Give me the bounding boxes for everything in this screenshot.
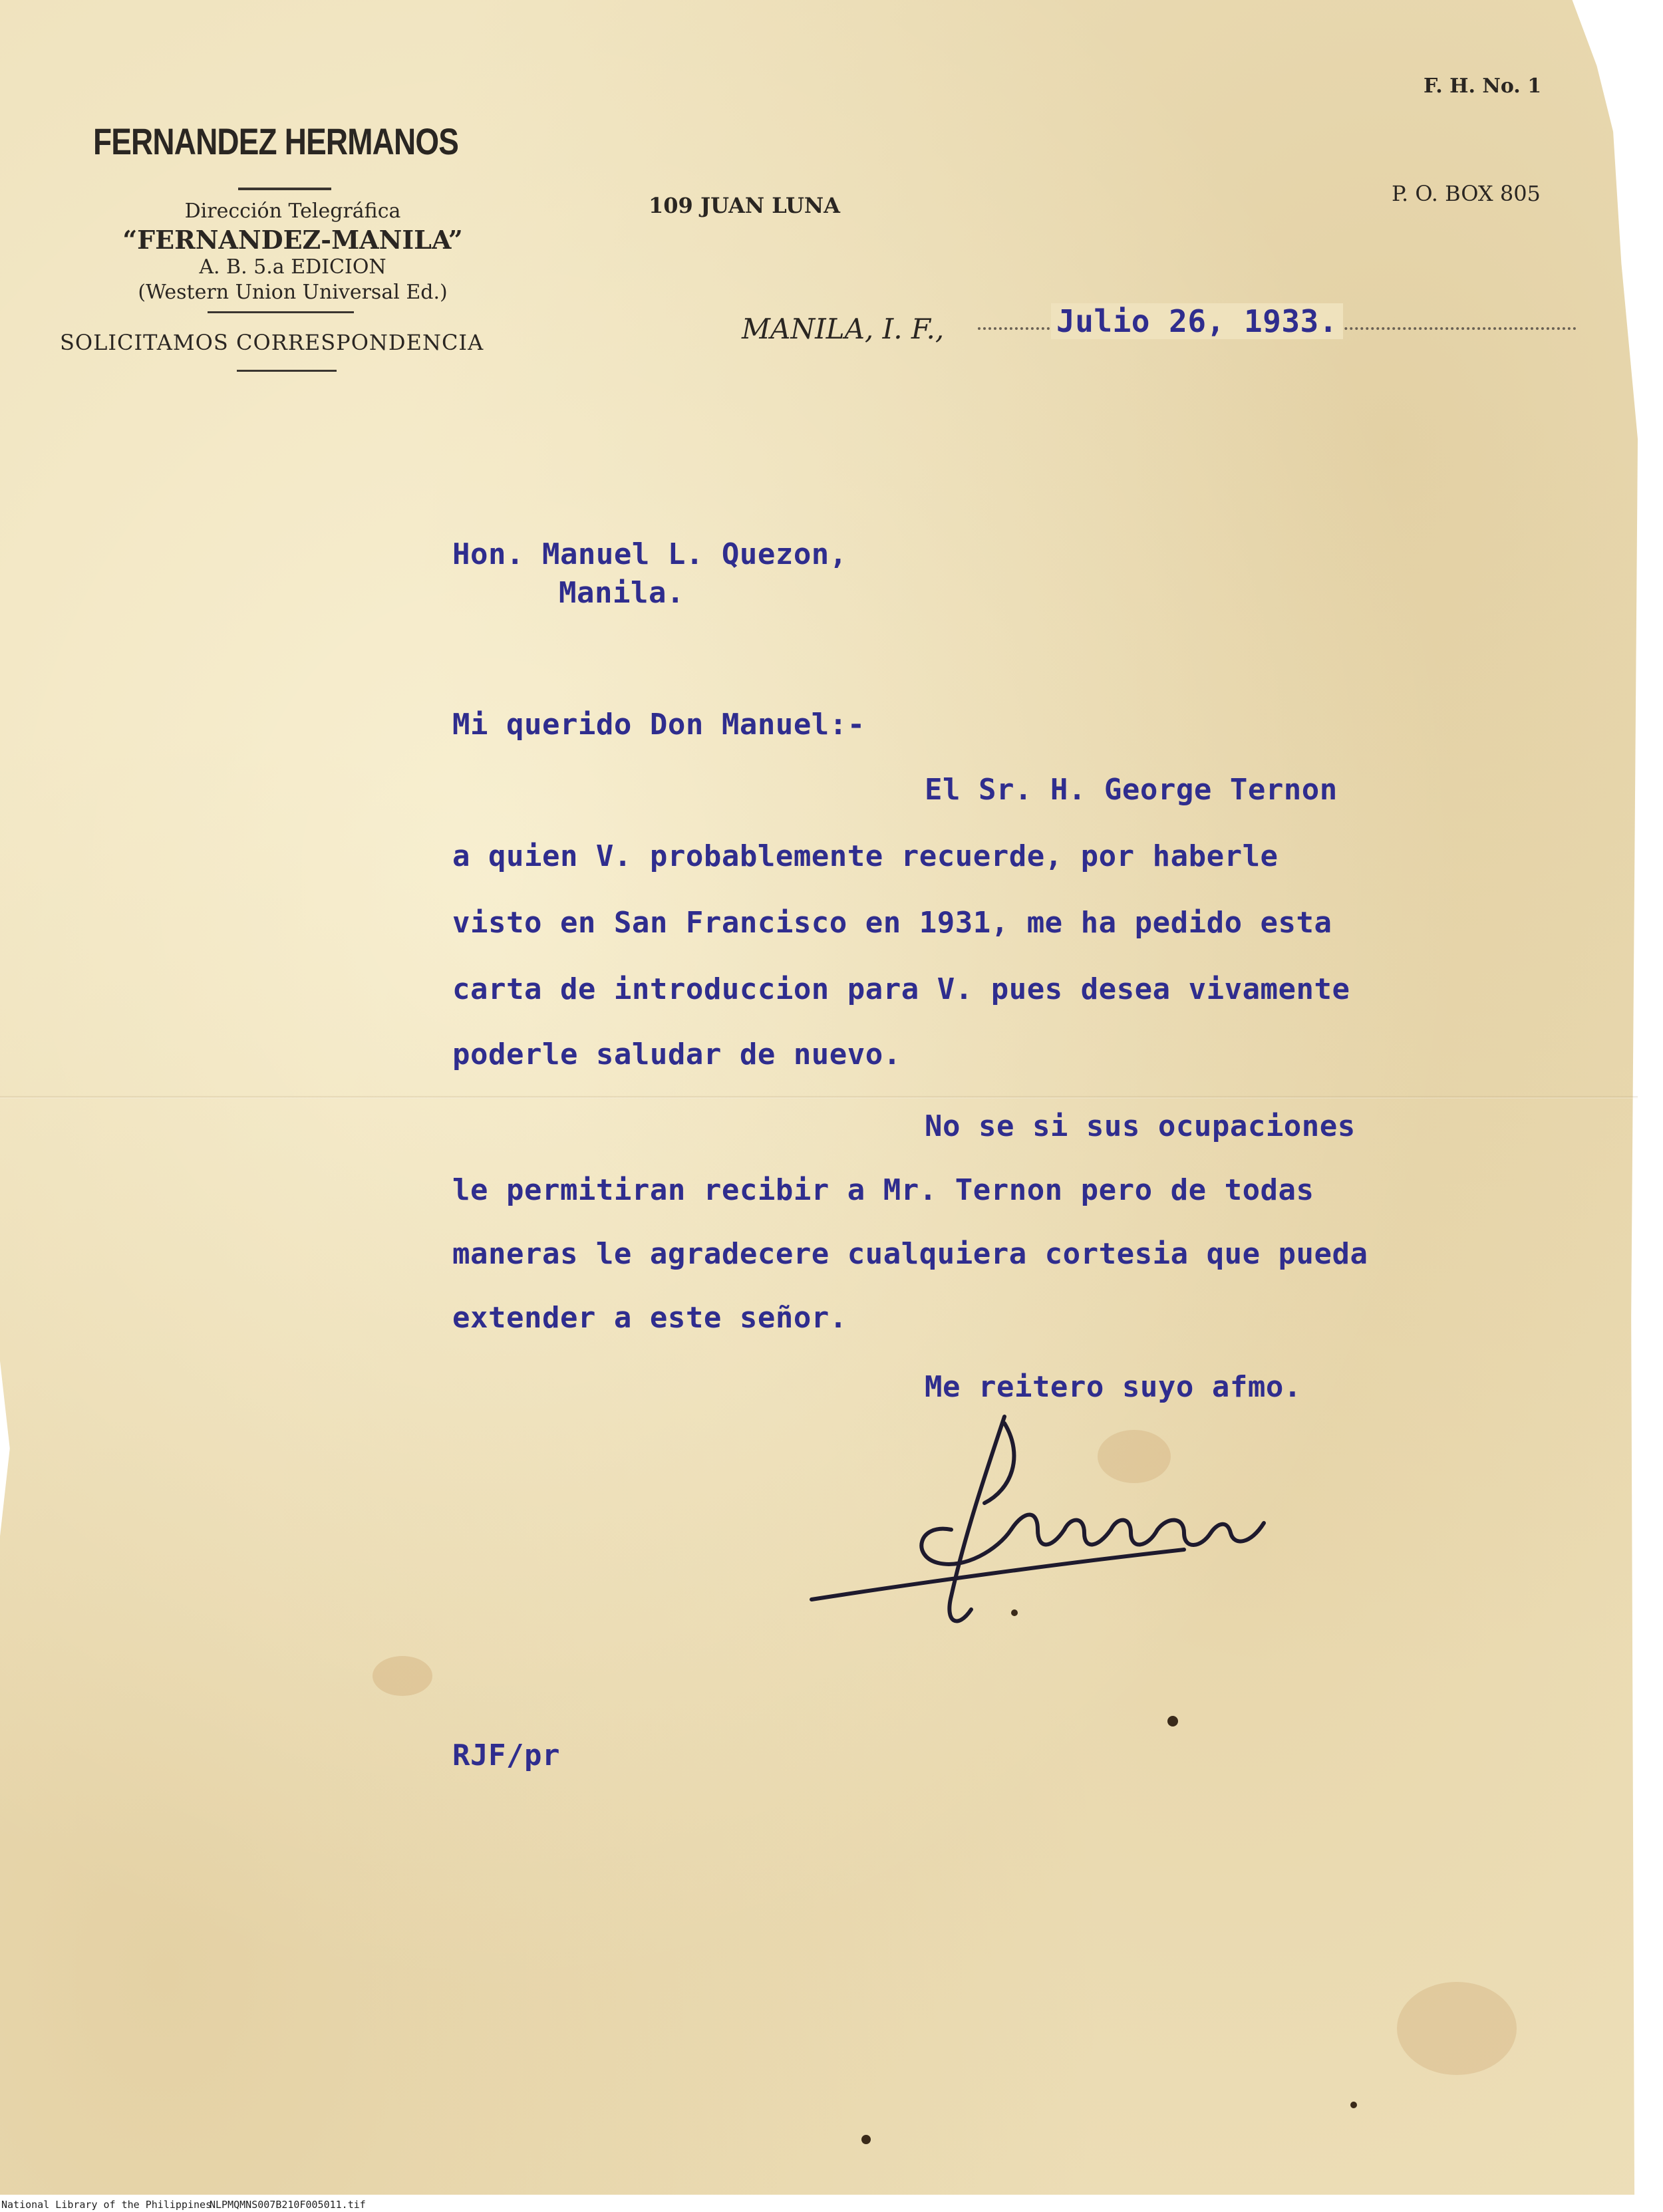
stain: [1397, 1982, 1517, 2075]
footer-file-name: NLPMQMNS007B210F005011.tif: [210, 2199, 366, 2211]
reference-initials: RJF/pr: [452, 1738, 560, 1772]
solicit-line: SOLICITAMOS CORRESPONDENCIA: [60, 330, 484, 355]
paragraph1-line: visto en San Francisco en 1931, me ha pedido esta: [452, 906, 1332, 940]
code-western-union: (Western Union Universal Ed.): [138, 281, 448, 304]
recipient-name: Hon. Manuel L. Quezon,: [452, 537, 847, 571]
paragraph2-line: extender a este señor.: [452, 1301, 847, 1335]
ink-spot: [1167, 1716, 1178, 1727]
archive-footer: [0, 2197, 1663, 2212]
company-name: FERNANDEZ HERMANOS: [93, 120, 459, 162]
date-place: MANILA, I. F.,: [742, 313, 945, 345]
divider: [208, 311, 354, 313]
paragraph1-line: poderle saludar de nuevo.: [452, 1037, 901, 1071]
paragraph1-line: a quien V. probablemente recuerde, por haberle: [452, 839, 1279, 873]
paper-fold-line: [0, 1096, 1638, 1099]
closing-line: Me reitero suyo afmo.: [925, 1370, 1302, 1404]
ink-spot: [1350, 2102, 1357, 2108]
paragraph1-line: carta de introduccion para V. pues desea vivamente: [452, 972, 1350, 1006]
street-address: 109 JUAN LUNA: [649, 193, 840, 218]
divider: [238, 188, 331, 190]
salutation: Mi querido Don Manuel:-: [452, 708, 865, 742]
po-box: P. O. BOX 805: [1392, 181, 1541, 206]
code-edition: A. B. 5.a EDICION: [199, 255, 386, 279]
letter-date: Julio 26, 1933.: [1051, 303, 1343, 339]
divider: [237, 370, 337, 372]
handwritten-signature: [785, 1397, 1330, 1663]
paragraph2-line: maneras le agradecere cualquiera cortesia que pueda: [452, 1237, 1368, 1271]
paragraph1-line: El Sr. H. George Ternon: [925, 773, 1338, 807]
form-number: F. H. No. 1: [1424, 74, 1542, 98]
telegraph-address: “FERNANDEZ-MANILA”: [122, 225, 463, 255]
stain: [373, 1656, 432, 1696]
footer-library: National Library of the Philippines: [1, 2199, 212, 2211]
paragraph2-line: le permitiran recibir a Mr. Ternon pero de todas: [452, 1173, 1314, 1207]
telegraph-label: Dirección Telegráfica: [184, 200, 401, 223]
paragraph2-line: No se si sus ocupaciones: [925, 1109, 1356, 1143]
recipient-city: Manila.: [559, 576, 684, 610]
ink-spot: [861, 2135, 871, 2144]
